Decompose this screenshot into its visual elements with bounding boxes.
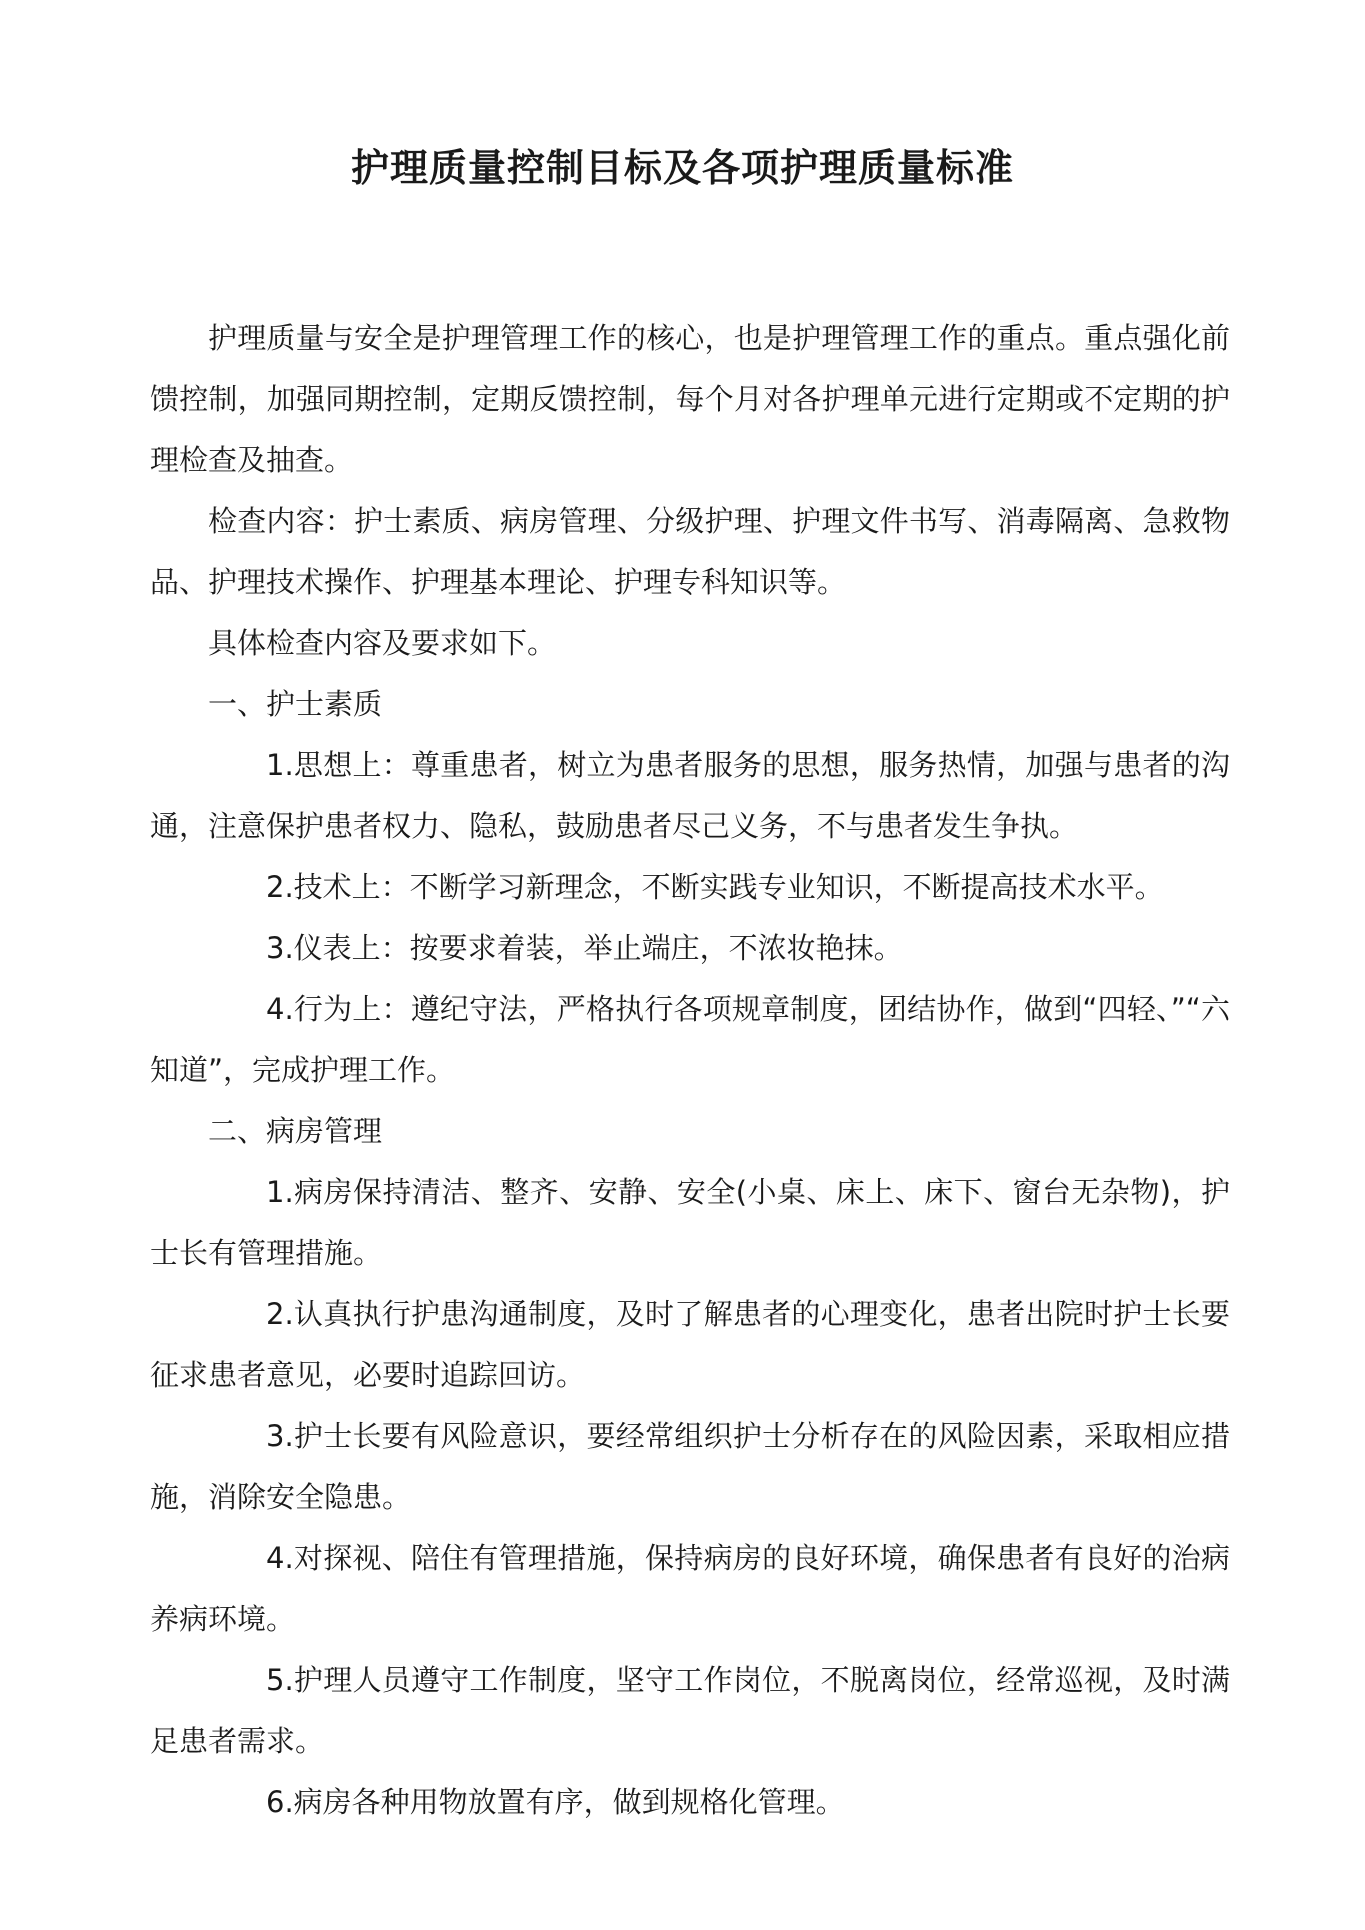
requirements-lead-paragraph: 具体检查内容及要求如下。	[208, 626, 557, 660]
item-number: 3.	[266, 931, 294, 965]
item-text: 仪表上：按要求着装，举止端庄，不浓妆艳抹。	[293, 931, 903, 965]
item-text: 对探视、陪住有管理措施，保持病房的良好环境，确保患者有良好的治病养病环境。	[150, 1541, 1230, 1636]
item-text: 行为上：遵纪守法，严格执行各项规章制度，团结协作，做到“四轻、”“六知道”，完成护理工作。	[150, 992, 1230, 1087]
item-number: 2.	[266, 1297, 294, 1331]
list-item	[150, 1528, 1230, 1650]
document-title: 护理质量控制目标及各项护理质量标准	[350, 146, 1014, 190]
item-number: 1.	[266, 1175, 294, 1209]
list-item	[150, 1162, 1230, 1284]
item-number: 6.	[266, 1785, 294, 1819]
item-number: 5.	[266, 1663, 294, 1697]
item-text: 技术上：不断学习新理念，不断实践专业知识，不断提高技术水平。	[293, 870, 1164, 904]
item-text: 思想上：尊重患者，树立为患者服务的思想，服务热情，加强与患者的沟通，注意保护患者权力、隐私，鼓励患者尽己义务，不与患者发生争执。	[150, 748, 1230, 843]
item-text: 护士长要有风险意识，要经常组织护士分析存在的风险因素，采取相应措施，消除安全隐患。	[150, 1419, 1230, 1514]
item-text: 病房保持清洁、整齐、安静、安全(小桌、床上、床下、窗台无杂物)，护士长有管理措施。	[150, 1175, 1230, 1270]
item-number: 4.	[266, 992, 294, 1026]
section-heading-ward-management: 二、病房管理	[208, 1114, 383, 1148]
list-item	[150, 1772, 1230, 1833]
list-item	[150, 1284, 1230, 1406]
list-item	[150, 735, 1230, 857]
intro-paragraph: 护理质量与安全是护理管理工作的核心，也是护理管理工作的重点。重点强化前馈控制，加强同期控制，定期反馈控制，每个月对各护理单元进行定期或不定期的护理检查及抽查。	[150, 321, 1230, 477]
list-item	[150, 918, 1230, 979]
inspection-content-paragraph: 检查内容：护士素质、病房管理、分级护理、护理文件书写、消毒隔离、急救物品、护理技术操作、护理基本理论、护理专科知识等。	[150, 504, 1230, 599]
document-body	[150, 308, 1230, 1833]
item-text: 护理人员遵守工作制度，坚守工作岗位，不脱离岗位，经常巡视，及时满足患者需求。	[150, 1663, 1230, 1758]
item-number: 1.	[266, 748, 294, 782]
section-heading-nurse-quality: 一、护士素质	[208, 687, 383, 721]
list-item	[150, 979, 1230, 1101]
item-text: 认真执行护患沟通制度，及时了解患者的心理变化，患者出院时护士长要征求患者意见，必要时追踪回访。	[150, 1297, 1230, 1392]
list-item	[150, 857, 1230, 918]
item-number: 2.	[266, 870, 294, 904]
item-number: 4.	[266, 1541, 294, 1575]
item-text: 病房各种用物放置有序，做到规格化管理。	[293, 1785, 845, 1819]
item-number: 3.	[266, 1419, 294, 1453]
list-item	[150, 1650, 1230, 1772]
list-item	[150, 1406, 1230, 1528]
